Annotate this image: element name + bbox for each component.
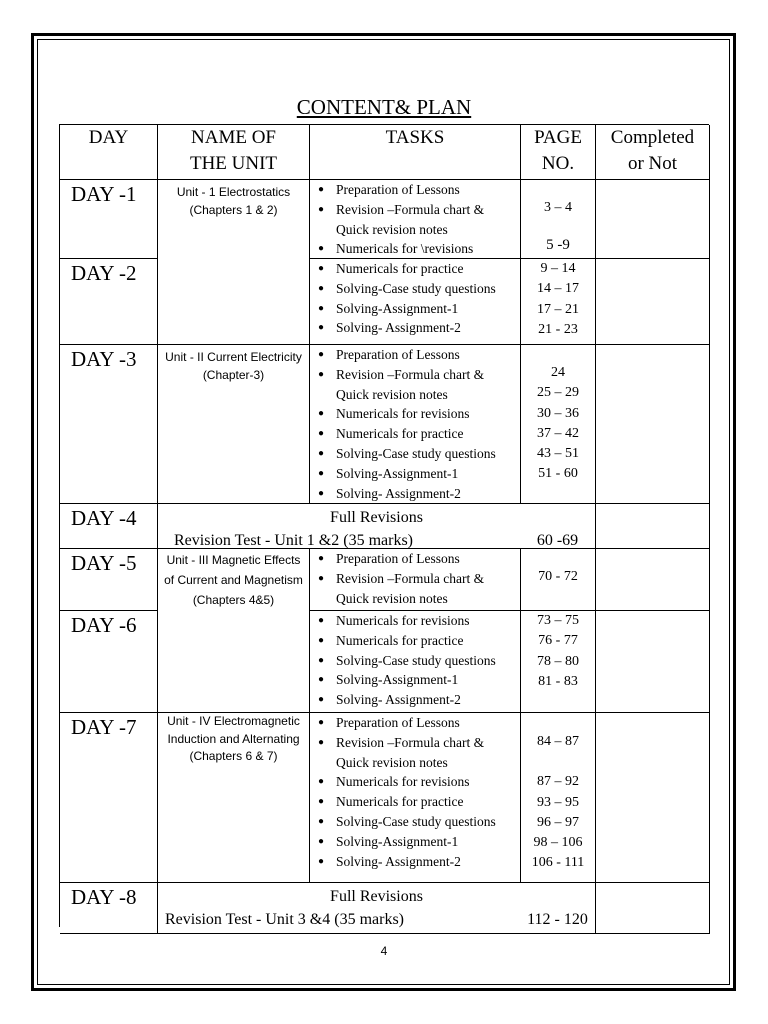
unit-name: Unit - 1 Electrostatics (Chapters 1 & 2): [158, 180, 310, 345]
list-item: ● Numericals for revisions: [318, 774, 470, 790]
list-item: ● Preparation of Lessons: [318, 347, 460, 362]
page-numbers: 70 - 72: [521, 549, 596, 611]
unit-name: Unit - IV Electromagnetic Induction and Alternating (Chapters 6 & 7): [158, 713, 310, 883]
list-item: ● Solving- Assignment-2: [318, 320, 461, 336]
page-numbers: 9 – 14 14 – 17 17 – 21 21 - 23: [521, 259, 596, 345]
list-item: ● Numericals for practice: [318, 261, 464, 276]
header-completed: Completed or Not: [596, 125, 710, 180]
list-item: ● Revision –Formula chart & Quick revision notes: [318, 366, 485, 402]
list-item: ● Numericals for practice: [318, 426, 464, 442]
page-title: CONTENT& PLAN: [296, 95, 472, 119]
list-item: ● Solving-Assignment-1: [318, 465, 459, 481]
list-item: ● Solving-Case study questions: [318, 652, 496, 668]
day-label: DAY -7: [60, 713, 158, 883]
list-item: ● Numericals for practice: [318, 632, 464, 648]
task-list: [310, 259, 521, 345]
header-unit: NAME OF THE UNIT: [158, 125, 310, 180]
completed-cell: [596, 713, 710, 883]
day-label: DAY -4: [60, 504, 158, 549]
task-list: [310, 180, 521, 259]
list-item: ● Solving-Case study questions: [318, 280, 496, 296]
list-item: ● Solving-Assignment-1: [318, 672, 459, 688]
revision-test-label: Revision Test - Unit 3 &4 (35 marks): [165, 911, 405, 928]
page-number: 4: [380, 944, 388, 958]
list-item: ● Numericals for practice: [318, 794, 464, 810]
full-revision-cell: [158, 504, 596, 549]
completed-cell: [596, 611, 710, 713]
task-list: [310, 345, 521, 504]
completed-cell: [596, 504, 710, 549]
content-plan-table: [59, 124, 709, 927]
list-item: ● Solving-Assignment-1: [318, 300, 459, 316]
list-item: ● Revision –Formula chart & Quick revision notes: [318, 734, 485, 770]
list-item: ● Revision –Formula chart & Quick revision notes: [318, 201, 485, 237]
completed-cell: [596, 180, 710, 259]
revision-test-pages: 60 -69: [536, 532, 579, 549]
list-item: ● Solving-Assignment-1: [318, 833, 459, 849]
list-item: ● Revision –Formula chart & Quick revision notes: [318, 570, 485, 606]
header-tasks: TASKS: [310, 125, 521, 180]
list-item: ● Solving- Assignment-2: [318, 485, 461, 501]
day-label: DAY -8: [60, 883, 158, 934]
list-item: ● Preparation of Lessons: [318, 551, 460, 566]
revision-test-label: Revision Test - Unit 1 &2 (35 marks): [174, 532, 414, 549]
list-item: ● Solving- Assignment-2: [318, 692, 461, 708]
day-label: DAY -2: [60, 259, 158, 345]
task-list: [310, 713, 521, 883]
page-numbers: 73 – 75 76 - 77 78 – 80 81 - 83: [521, 611, 596, 713]
completed-cell: [596, 883, 710, 934]
list-item: ● Solving- Assignment-2: [318, 853, 461, 869]
list-item: ● Numericals for revisions: [318, 406, 470, 422]
list-item: ● Preparation of Lessons: [318, 182, 460, 197]
day-label: DAY -1: [60, 180, 158, 259]
list-item: ● Preparation of Lessons: [318, 715, 460, 730]
list-item: ● Numericals for \revisions: [318, 241, 474, 257]
full-revision-heading: Full Revisions: [330, 888, 423, 905]
list-item: ● Solving-Case study questions: [318, 813, 496, 829]
header-page: PAGE NO.: [521, 125, 596, 180]
full-revision-cell: [158, 883, 596, 934]
completed-cell: [596, 549, 710, 611]
list-item: ● Numericals for revisions: [318, 613, 470, 628]
page-numbers: 84 – 87 87 – 92 93 – 95 96 – 97 98 – 106 106 - 111: [521, 713, 596, 883]
page-numbers: 24 25 – 29 30 – 36 37 – 42 43 – 51 51 - 60: [521, 345, 596, 504]
list-item: ● Solving-Case study questions: [318, 445, 496, 461]
full-revision-heading: Full Revisions: [330, 509, 423, 526]
completed-cell: [596, 345, 710, 504]
day-label: DAY -5: [60, 549, 158, 611]
day-label: DAY -6: [60, 611, 158, 713]
task-list: [310, 611, 521, 713]
unit-name: Unit - III Magnetic Effects of Current and Magnetism (Chapters 4&5): [158, 549, 310, 713]
revision-test-pages: 112 - 120: [527, 911, 588, 928]
page-numbers: 3 – 4 5 -9: [521, 180, 596, 259]
header-day: DAY: [60, 125, 158, 180]
day-label: DAY -3: [60, 345, 158, 504]
task-list: [310, 549, 521, 611]
unit-name: Unit - II Current Electricity (Chapter-3): [158, 345, 310, 504]
completed-cell: [596, 259, 710, 345]
